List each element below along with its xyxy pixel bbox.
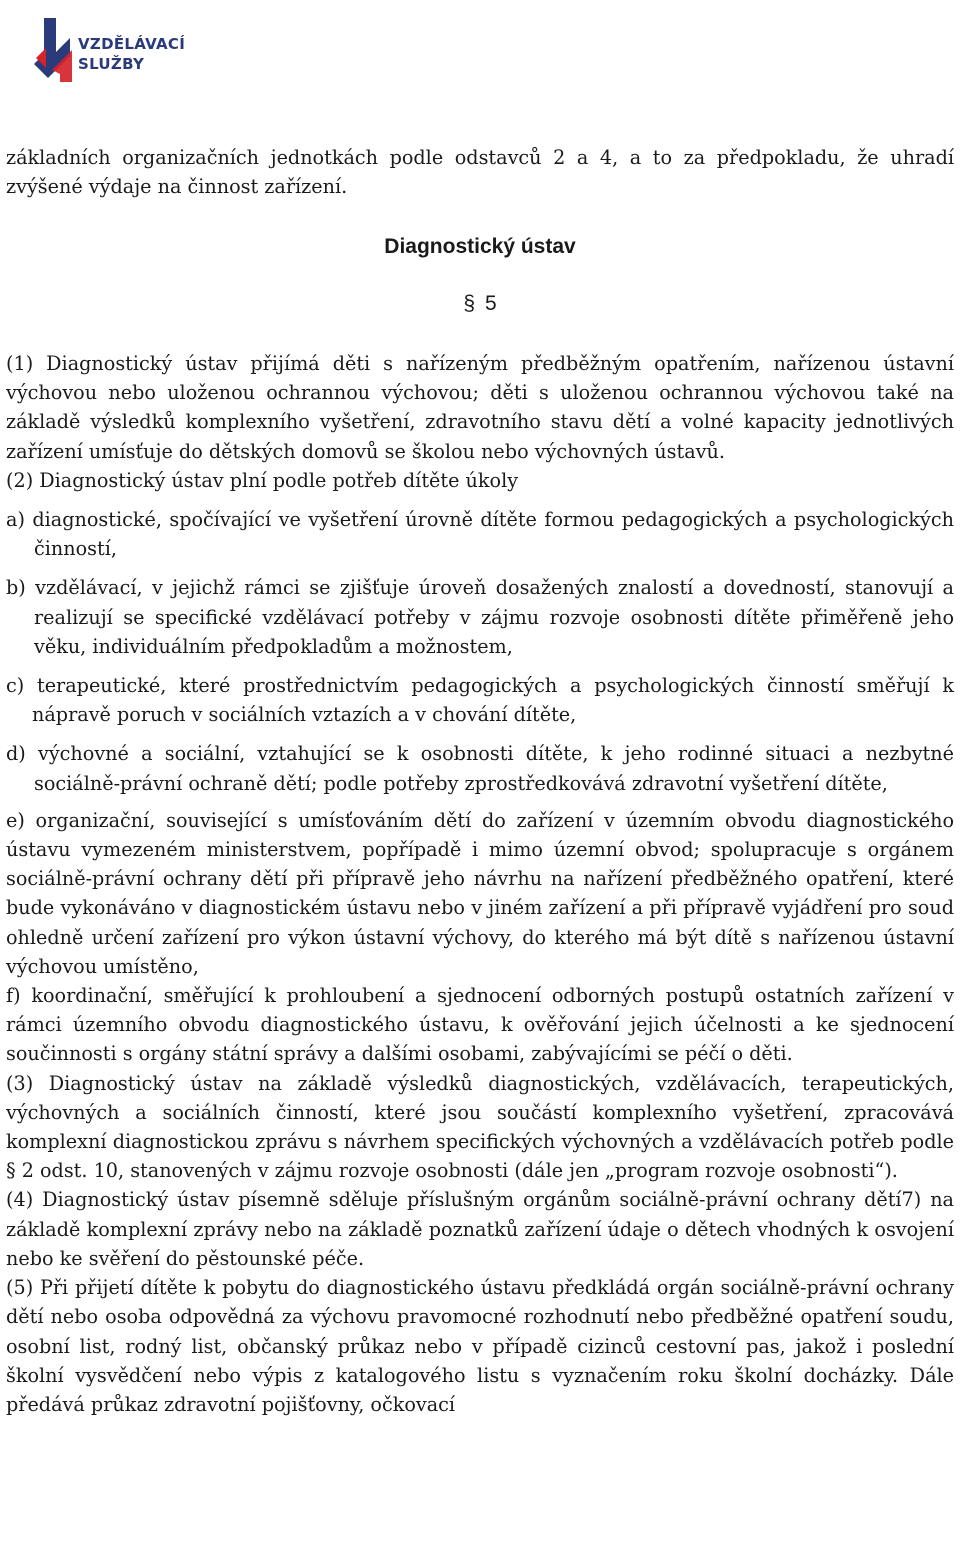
list-item-d: d) výchovné a sociální, vztahující se k osobnosti dítěte, k jeho rodinné situaci a nezbytné sociálně-právní ochraně dětí; podle potřeby zprostředkovává zdravotní vyšetření dítěte,: [6, 742, 954, 795]
list-item-f: f) koordinační, směřující k prohloubení a sjednocení odborných postupů ostatních zařízení v rámci územního obvodu diagnostického ústavu, k ověřování jejich účelnosti a ke sjednocení součinnosti s orgány státní správy a dalšími osobami, zabývajícími se péčí o děti.: [6, 984, 954, 1066]
paragraph-3: (3) Diagnostický ústav na základě výsledků diagnostických, vzdělávacích, terapeutických, výchovných a sociálních činností, které jsou součástí komplexního vyšetření, zpracovává komplexní diagnostickou zprávu s návrhem specifických výchovných a vzdělávacích potřeb podle § 2 odst. 10, stanovených v zájmu rozvoje osobnosti (dále jen „program rozvoje osobnosti“).: [6, 1071, 954, 1183]
paragraph-2: (2) Diagnostický ústav plní podle potřeb dítěte úkoly: [6, 468, 519, 492]
section-symbol: §: [463, 292, 475, 315]
section-value: 5: [485, 292, 497, 315]
paragraph-1: (1) Diagnostický ústav přijímá děti s nařízeným předběžným opatřením, nařízenou ústavní výchovou nebo uloženou ochrannou výchovou; děti s uloženou ochrannou výchovou také na základě výsledků komplexního vyšetření, zdravotního stavu dětí a volné kapacity jednotlivých zařízení umísťuje do dětských domovů se školou nebo výchovných ústavů.: [6, 352, 954, 463]
section-body: [6, 349, 954, 1419]
page-title: Diagnostický ústav: [384, 235, 576, 258]
logo: [30, 12, 190, 92]
paragraph-4: (4) Diagnostický ústav písemně sděluje příslušným orgánům sociálně-právní ochrany dětí7) na základě komplexní zprávy nebo na základě poznatků zařízení údaje o dětech vhodných k osvojení nebo ke svěření do pěstounské péče.: [6, 1188, 954, 1270]
logo-line2: SLUŽBY: [78, 55, 145, 73]
logo-line1: VZDĚLÁVACÍ: [78, 35, 186, 53]
list-item-c: c) terapeutické, které prostřednictvím pedagogických a psychologických činností směřují k nápravě poruch v sociálních vztazích a v chování dítěte,: [6, 674, 954, 727]
logo-text: [78, 34, 185, 74]
document-body: [6, 143, 954, 201]
list-item-e: e) organizační, související s umísťováním dětí do zařízení v územním obvodu diagnostického ústavu vymezeném ministerstvem, popřípadě i mimo územní obvod; spolupracuje s orgánem sociálně-právní ochrany dětí při přípravě jeho návrhu na nařízení předběžného opatření, které bude vykonáváno v diagnostickém ústavu nebo v jiném zařízení a při přípravě vyjádření pro soud ohledně určení zařízení pro výkon ústavní výchovy, do kterého má být dítě s nařízenou ústavní výchovou umístěno,: [6, 808, 954, 978]
list-item-b: b) vzdělávací, v jejichž rámci se zjišťuje úroveň dosažených znalostí a dovedností, stanovují a realizují se specifické vzdělávací potřeby v zájmu rozvoje osobnosti dítěte přiměřeně jeho věku, individuálním předpokladům a možnostem,: [6, 576, 954, 658]
paragraph-5: (5) Při přijetí dítěte k pobytu do diagnostického ústavu předkládá orgán sociálně-právní ochrany dětí nebo osoba odpovědná za výchovu pravomocné rozhodnutí nebo předběžné opatření soudu, osobní list, rodný list, občanský průkaz nebo v případě cizinců cestovní pas, jakož i poslední školní vysvědčení nebo výpis z katalogového listu s vyznačením roku školní docházky. Dále předává průkaz zdravotní pojišťovny, očkovací: [6, 1276, 954, 1416]
section-number: [0, 292, 960, 316]
intro-paragraph: základních organizačních jednotkách podle odstavců 2 a 4, a to za předpokladu, že uhradí zvýšené výdaje na činnost zařízení.: [6, 146, 954, 199]
list-item-a: a) diagnostické, spočívající ve vyšetření úrovně dítěte formou pedagogických a psychologických činností,: [6, 508, 954, 561]
